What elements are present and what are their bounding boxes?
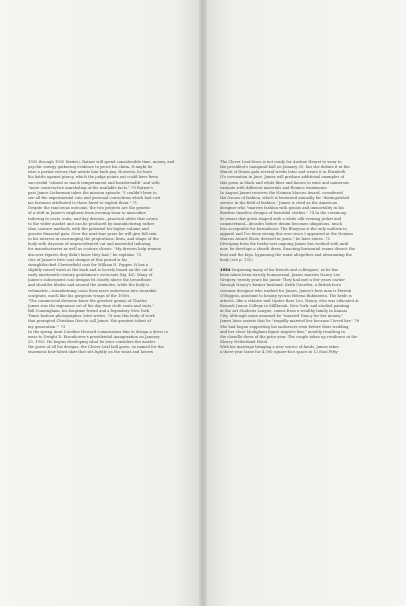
text-line: the gown of all his designs, the Clover Leaf ball gown, so named for the [28,345,164,350]
year-heading-text: Surprising many of his friends and colleagues, as he has [230,267,339,272]
text-line: early nineteenth-century gentlemen's overcoats (fig. 40). Many of [28,273,153,278]
text-line: this gown in black and white fiber and knows to exist and numerous [220,180,350,185]
text-line: and her close Modigliani figure inspires him," notably resulting in [220,329,345,334]
text-line: the president's inaugural ball on January 20, but she debuts it at the [220,165,350,170]
text-line: his battle against piracy, which the judge points out could have been [28,175,158,180]
text-line: wear to Dwight D. Eisenhower's presidential inauguration on January [28,334,160,339]
text-line: been taken been strictly homosexual, James marries Nancy Lee [220,273,341,278]
text-line: of a shift in James's emphasis from evening wear to masculine [28,211,146,216]
text-line: bust and the hips, bypassing the waist altogether and attenuating the [220,252,352,257]
text-line: 1955 through 1955 Sixties), Ratner will spend considerable time, money, and [28,160,175,164]
text-line: to the wider market and can be produced by manufacturing rather [28,221,155,226]
text-line: sculpture, much like his gorgeous wraps of the 1930s. [28,293,131,298]
text-line: James's subsequent coat designs fit closely above the breastbone [28,278,152,283]
text-line: slightly raised waist at the back and is loosely based on the cut of [28,267,153,272]
year-heading: 1954 [220,267,231,272]
text-line: and shoulder blades and around the armholes, while the body is [28,283,150,288]
text-line: Diverging from the beehy-sort ongoing James has worked with until [220,242,349,247]
right-text-column [220,160,380,355]
text-line: apparel and I've been seeing this ever since I appeared at the Neiman [220,231,353,236]
text-line: Marcus Award Show, dressed in jeans," he later states. 75 [220,237,330,242]
text-line: than couture methods, with the potential for higher volume and [28,226,149,231]
text-line: She had begun supporting his endeavors even before their wedding, [220,324,350,329]
text-line: James was the ingenious cut of his day-time cloth coats and suits," [28,303,154,308]
text-line: In the spring Aunt Caroline Howard commissions him to design a dress to [28,329,169,334]
text-line: cummerbund—decades before denim becomes ubiquitous, much [220,221,343,226]
text-line: flawless timeless designs of beautiful clothes." 74 In the ceremony, [220,211,347,216]
text-line: straightbacked Chesterfield coat for William N. Popper. It has a [28,262,149,267]
text-line: body with daywear of unprecedented cut and masterful tailoring, [28,242,152,247]
text-line: 20, 1953. He begins developing what he later considers the master [28,339,156,344]
text-line: the chenille dress of the prior year. The couple takes up residence at the [220,334,358,339]
text-line: for manufacturers as well as couture clients. "My dresses help women [28,247,162,252]
text-line: Despite the rancorous outcome, the two projects are the genesis [28,206,151,211]
text-line: James later asserts that he "stupidly married her because I loved her." 76 [220,319,360,324]
text-line: through Nancy's former husband, Keith Cuerden, a British-born [220,283,341,288]
text-line: Sherry Netherland Hotel. [220,339,269,344]
text-line: With his marriage bringing a new source of funds, James takes [220,345,340,350]
text-line: body (see p. 131). [220,257,254,262]
text-line: a three-year lease for 4,500 square-foot space at 12 East Fifty- [220,350,339,355]
text-line: costume designer who worked for James. James's best man is Patrick [220,288,351,293]
text-line: O'Higgins, assistant to beauty tycoon Helena Rubinstein. The bride is [220,293,352,298]
text-line: volumetric—transforming coats from mere outerwear into wearable [28,288,157,293]
text-line: he wears that gown shaped with a white silk evening jacket and [220,216,342,221]
text-line: "more constructive marshaling of the available facts." 70 Ratner's [28,185,153,190]
text-line: wise a partial victory that awaits him back pay. However, he loses [28,170,153,175]
text-line: II's coronation in June. James will produce additional examples of [220,175,345,180]
text-line: attired—like a relative and Oyster Rose Lee, Nancy, who was educated at [220,298,359,303]
text-line: to his interest in rearranging the proportions, lines, and shape of the [28,237,159,242]
text-line: One of James's first coat designs of this period is his [28,257,128,262]
text-line: now, he develops a sheath dress. Enacting horizontal seams dissect the [220,247,356,252]
text-line: past James Lieberman takes the mission episode. "I couldn't bear to [28,190,157,195]
text-line: City. Although some assumed he "married Nancy for her money," [220,314,343,319]
text-line: Gregory, twenty years his junior. They had met a few years earlier [220,278,346,283]
text-line: enormous four-lobed skirt that sits lightly on the waist and hovers [28,350,154,355]
text-line: see all the experimental cuts and personal convictions which had cost [28,195,161,200]
text-line: "The commercial dressers know the greatest genius of Charles [28,298,147,303]
text-line: less acceptable for formalwear. The Bluejean is the only uniform to [220,226,347,231]
text-line: that prompted Christian Dior to call James 'the greatest talent of [28,319,151,324]
text-line: tailoring in coats, suits, and day dresses—practical attire that caters [28,216,158,221]
left-text-column [28,160,188,355]
text-line: variants with different materials and flounce treatments. [220,185,328,190]
text-line: discover figures they didn't know they had," he explains. 72 [28,252,142,257]
text-line: The Clover Leaf dress is not ready for Austine Hearst to wear to [220,160,342,164]
book-gutter [199,0,207,606]
text-line: the Oscars of fashion, which is bestowed annually for "distinguished [220,195,350,200]
text-line: psychic energy gathering evidence to prove his claim. It might be [28,165,153,170]
text-line: greater financial gain. Over the next four years he will give full rein [28,231,157,236]
right-page [203,0,406,606]
text-line: Bill Cunningham, his longtime friend and a legendary New York [28,309,149,314]
text-line: successful "absent so much temperament and hairsbreadth" and with [28,180,160,185]
text-line: service in the field of fashion." James is cited as the American [220,201,338,206]
text-line: at the Art Students League, comes from a wealthy family in Kansas [220,309,348,314]
text-line: me fortunes attributed to those hired to exploit them." 71 [28,201,138,206]
text-line: Bennett Junior College in Millbrook, New York, and studied painting [220,303,350,308]
text-line: In August James receives the Neiman Marcus Award, considered [220,190,343,195]
text-line: Times fashion photographer, later writes. "It was this body of work [28,314,155,319]
text-line: designer who "marries fashion with genius and immortality in his [220,206,344,211]
text-line: my generation.'" 73 [28,324,66,329]
text-line: March of Dimes gala several weeks later and wears it in Elizabeth [220,170,346,175]
